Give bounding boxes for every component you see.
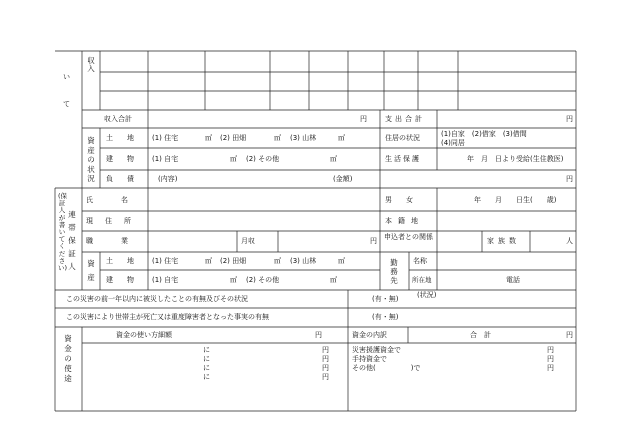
guarantor-land-unit-1: ㎡	[205, 257, 212, 265]
assets-land-label: 土地	[106, 134, 148, 142]
expense-total-unit: 円	[566, 115, 573, 123]
assets-land-unit-2: ㎡	[274, 134, 281, 142]
guarantor-name-label: 氏名	[86, 196, 156, 204]
funds-breakdown-row-3-label: その他( )で	[352, 364, 421, 372]
assets-building-unit-1: ㎡	[230, 155, 237, 163]
guarantor-building-item-2: (2) その他	[246, 276, 280, 284]
funds-usage-header: 資金の使い方細額	[116, 331, 172, 339]
funds-label: 資金の使途	[64, 334, 72, 383]
guarantor-job-label: 職業	[86, 237, 156, 245]
funds-breakdown-row-2-label: 手持資金で	[352, 355, 387, 363]
funds-usage-row-4-unit: 円	[322, 373, 329, 381]
assets-land-item-3: (3) 山林	[290, 134, 317, 142]
guarantor-land-item-3: (3) 山林	[290, 257, 317, 265]
question-1-answer: (有・無)	[372, 295, 399, 303]
guarantor-address-label: 現住所	[86, 217, 143, 225]
guarantor-land-item-2: (2) 田畑	[220, 257, 247, 265]
guarantor-building-item-1: (1) 自宅	[152, 276, 179, 284]
guarantor-relation-label: 申込者との関係	[384, 233, 433, 241]
income-label: 収入	[87, 56, 95, 73]
residence-options-line1: (1)自家 (2)借家 (3)借間	[441, 130, 527, 138]
assets-building-item-1: (1) 自宅	[152, 155, 179, 163]
guarantor-family-label: 家族数	[487, 237, 520, 245]
funds-usage-row-1-unit: 円	[322, 346, 329, 354]
guarantor-income-label: 月収	[241, 237, 255, 245]
expense-total-label: 支出合計	[385, 115, 425, 123]
funds-total-header: 合 計	[470, 331, 491, 339]
assets-building-unit-2: ㎡	[330, 155, 337, 163]
funds-usage-row-2-label: に	[203, 355, 210, 363]
funds-usage-row-3-unit: 円	[322, 364, 329, 372]
income-total-label: 収入合計	[104, 115, 132, 123]
funds-total-unit: 円	[566, 331, 573, 339]
funds-breakdown-row-1-label: 災害援護資金で	[352, 346, 401, 354]
guarantor-building-unit-1: ㎡	[230, 276, 237, 284]
guarantor-domicile-label: 本籍地	[385, 217, 424, 225]
guarantor-gender: 男 女	[385, 196, 413, 204]
guarantor-work-label: 勤務先	[390, 258, 398, 285]
funds-breakdown-row-2-unit: 円	[547, 355, 554, 363]
debt-label: 負債	[106, 175, 148, 183]
guarantor-phone-label: 電話	[506, 276, 520, 284]
guarantor-building-label: 建物	[106, 276, 148, 284]
guarantor-work-addr-label: 所在地	[412, 276, 432, 284]
guarantor-land-item-1: (1) 住宅	[152, 257, 179, 265]
section-fragment-char1: い	[63, 73, 70, 81]
guarantor-work-name-label: 名称	[413, 257, 427, 265]
assets-land-item-1: (1) 住宅	[152, 134, 179, 142]
assets-label: 資産の状況	[87, 136, 95, 183]
income-total-unit: 円	[360, 115, 367, 123]
section-fragment-char2: て	[63, 100, 70, 108]
funds-usage-row-1-label: に	[203, 346, 210, 354]
guarantor-land-unit-3: ㎡	[338, 257, 345, 265]
guarantor-label: 連帯保証人	[68, 210, 76, 271]
assets-land-unit-1: ㎡	[205, 134, 212, 142]
guarantor-note: (保証人が書いてください)	[58, 192, 68, 273]
guarantor-income-unit: 円	[370, 237, 377, 245]
livelihood-label: 生活保護	[385, 155, 421, 163]
question-2-answer: (有・無)	[372, 313, 399, 321]
funds-breakdown-row-3-unit: 円	[547, 364, 554, 372]
funds-usage-row-2-unit: 円	[322, 355, 329, 363]
funds-usage-row-4-label: に	[203, 373, 210, 381]
guarantor-building-unit-2: ㎡	[330, 276, 337, 284]
residence-label: 住居の状況	[385, 134, 420, 142]
debt-amount: (金額)	[333, 175, 353, 183]
question-2-text: この災害により世帯主が死亡又は重度障害者となった事実の有無	[66, 313, 269, 321]
residence-options-line2: (4)同居	[441, 139, 465, 147]
assets-land-unit-3: ㎡	[338, 134, 345, 142]
assets-land-item-2: (2) 田畑	[220, 134, 247, 142]
funds-breakdown-row-1-unit: 円	[547, 346, 554, 354]
livelihood-value: 年 月 日より受給(生住教医)	[467, 155, 564, 163]
question-1-text: この災害の前一年以内に被災したことの有無及びその状況	[66, 295, 248, 303]
guarantor-family-unit: 人	[566, 237, 573, 245]
guarantor-land-label: 土地	[106, 257, 148, 265]
funds-breakdown-header: 資金の内訳	[352, 331, 387, 339]
funds-usage-row-3-label: に	[203, 364, 210, 372]
funds-usage-unit: 円	[315, 331, 322, 339]
guarantor-birth: 年 月 日生( 歳)	[474, 196, 557, 204]
question-1-extra: (状況)	[417, 291, 437, 299]
debt-content: (内容)	[158, 175, 178, 183]
guarantor-assets-label: 資産	[87, 259, 95, 282]
guarantor-land-unit-2: ㎡	[274, 257, 281, 265]
assets-building-label: 建物	[106, 155, 148, 163]
assets-building-item-2: (2) その他	[246, 155, 280, 163]
debt-unit: 円	[566, 175, 573, 183]
